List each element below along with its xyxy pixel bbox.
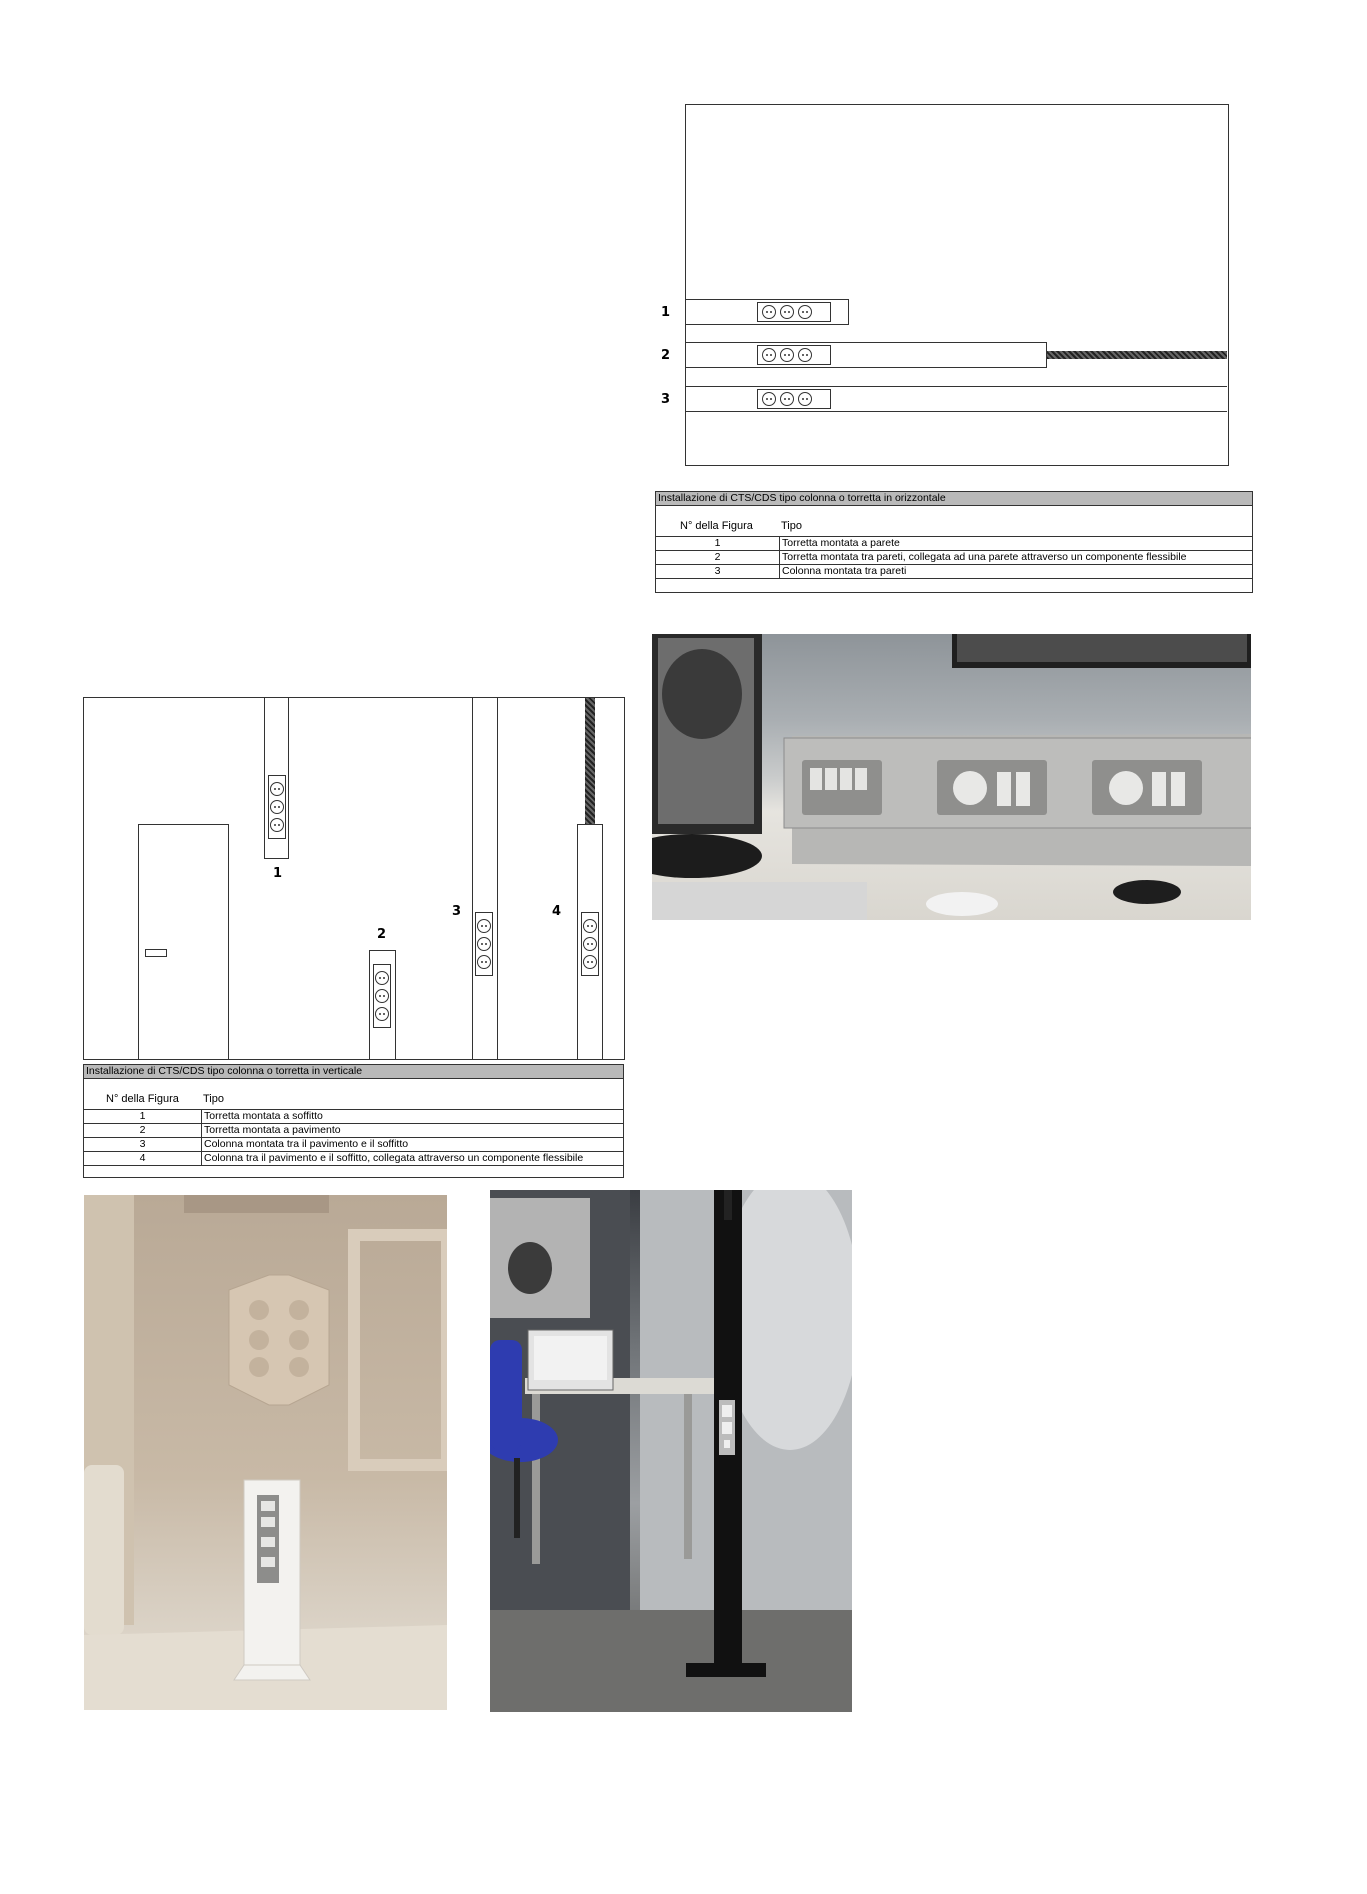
table-row — [84, 1109, 623, 1123]
socket-icon — [798, 392, 812, 406]
socket-icon — [780, 392, 794, 406]
socket-icon — [270, 782, 284, 796]
table-title: Installazione di CTS/CDS tipo colonna o torretta in orizzontale — [656, 492, 1252, 506]
row-number: 1 — [84, 1110, 202, 1123]
column-header-type: Tipo — [203, 1093, 224, 1105]
h-turret-between-walls — [685, 342, 1047, 368]
socket-icon — [762, 392, 776, 406]
h-figure-number-1: 1 — [661, 305, 671, 320]
row-number: 3 — [656, 565, 780, 578]
socket-icon — [798, 305, 812, 319]
desk-power-strip-photo — [652, 634, 1251, 920]
table-body — [84, 1109, 623, 1166]
horizontal-installation-table — [655, 491, 1253, 593]
column-header-number: N° della Figura — [106, 1093, 179, 1105]
v-socket-plate-3 — [475, 912, 493, 976]
h-figure-number-2: 2 — [661, 348, 671, 363]
vertical-installation-table — [83, 1064, 624, 1178]
table-row — [656, 550, 1252, 564]
socket-icon — [477, 919, 491, 933]
v-socket-plate-4 — [581, 912, 599, 976]
v-flexible-cable — [585, 698, 595, 825]
row-number: 3 — [84, 1138, 202, 1151]
office-scene-illustration — [490, 1190, 852, 1712]
interior-scene-illustration — [84, 1195, 447, 1710]
v-figure-number-2: 2 — [377, 927, 387, 942]
socket-icon — [375, 989, 389, 1003]
row-type: Torretta montata tra pareti, collegata ad una parete attraverso un componente flessibile — [782, 551, 1187, 563]
table-row — [84, 1123, 623, 1137]
socket-icon — [477, 955, 491, 969]
v-column-floor-ceiling — [472, 697, 498, 1059]
row-type: Colonna tra il pavimento e il soffitto, collegata attraverso un componente flessibile — [204, 1152, 584, 1164]
table-body — [656, 536, 1252, 579]
row-number: 2 — [84, 1124, 202, 1137]
socket-icon — [780, 305, 794, 319]
column-header-number: N° della Figura — [680, 520, 753, 532]
h-socket-plate-1 — [757, 302, 831, 322]
table-title: Installazione di CTS/CDS tipo colonna o torretta in verticale — [84, 1065, 623, 1079]
socket-icon — [375, 971, 389, 985]
h-flexible-cable — [1047, 351, 1227, 359]
socket-icon — [583, 937, 597, 951]
row-type: Torretta montata a soffitto — [204, 1110, 323, 1122]
h-figure-number-3: 3 — [661, 392, 671, 407]
door — [138, 824, 229, 1060]
table-row — [84, 1137, 623, 1151]
vertical-installation-diagram — [83, 697, 625, 1060]
row-number: 4 — [84, 1152, 202, 1165]
black-column-office-photo — [490, 1190, 852, 1712]
table-row — [656, 536, 1252, 550]
row-number: 2 — [656, 551, 780, 564]
socket-icon — [798, 348, 812, 362]
socket-icon — [270, 818, 284, 832]
table-row — [84, 1151, 623, 1166]
table-row — [656, 564, 1252, 579]
v-figure-number-4: 4 — [552, 904, 562, 919]
socket-icon — [583, 919, 597, 933]
h-socket-plate-2 — [757, 345, 831, 365]
desk-scene-illustration — [652, 634, 1251, 920]
row-type: Colonna montata tra il pavimento e il soffitto — [204, 1138, 409, 1150]
row-type: Torretta montata a parete — [782, 537, 900, 549]
door-handle — [145, 949, 167, 957]
socket-icon — [762, 305, 776, 319]
table-header — [656, 506, 1252, 536]
socket-icon — [583, 955, 597, 969]
horizontal-installation-diagram — [685, 104, 1229, 466]
v-socket-plate-1 — [268, 775, 286, 839]
white-floor-turret-photo — [84, 1195, 447, 1710]
socket-icon — [762, 348, 776, 362]
row-type: Torretta montata a pavimento — [204, 1124, 341, 1136]
socket-icon — [270, 800, 284, 814]
column-header-type: Tipo — [781, 520, 802, 532]
socket-icon — [477, 937, 491, 951]
socket-icon — [375, 1007, 389, 1021]
row-type: Colonna montata tra pareti — [782, 565, 907, 577]
row-number: 1 — [656, 537, 780, 550]
h-socket-plate-3 — [757, 389, 831, 409]
table-header — [84, 1079, 623, 1109]
v-figure-number-1: 1 — [273, 866, 283, 881]
v-socket-plate-2 — [373, 964, 391, 1028]
v-figure-number-3: 3 — [452, 904, 462, 919]
socket-icon — [780, 348, 794, 362]
